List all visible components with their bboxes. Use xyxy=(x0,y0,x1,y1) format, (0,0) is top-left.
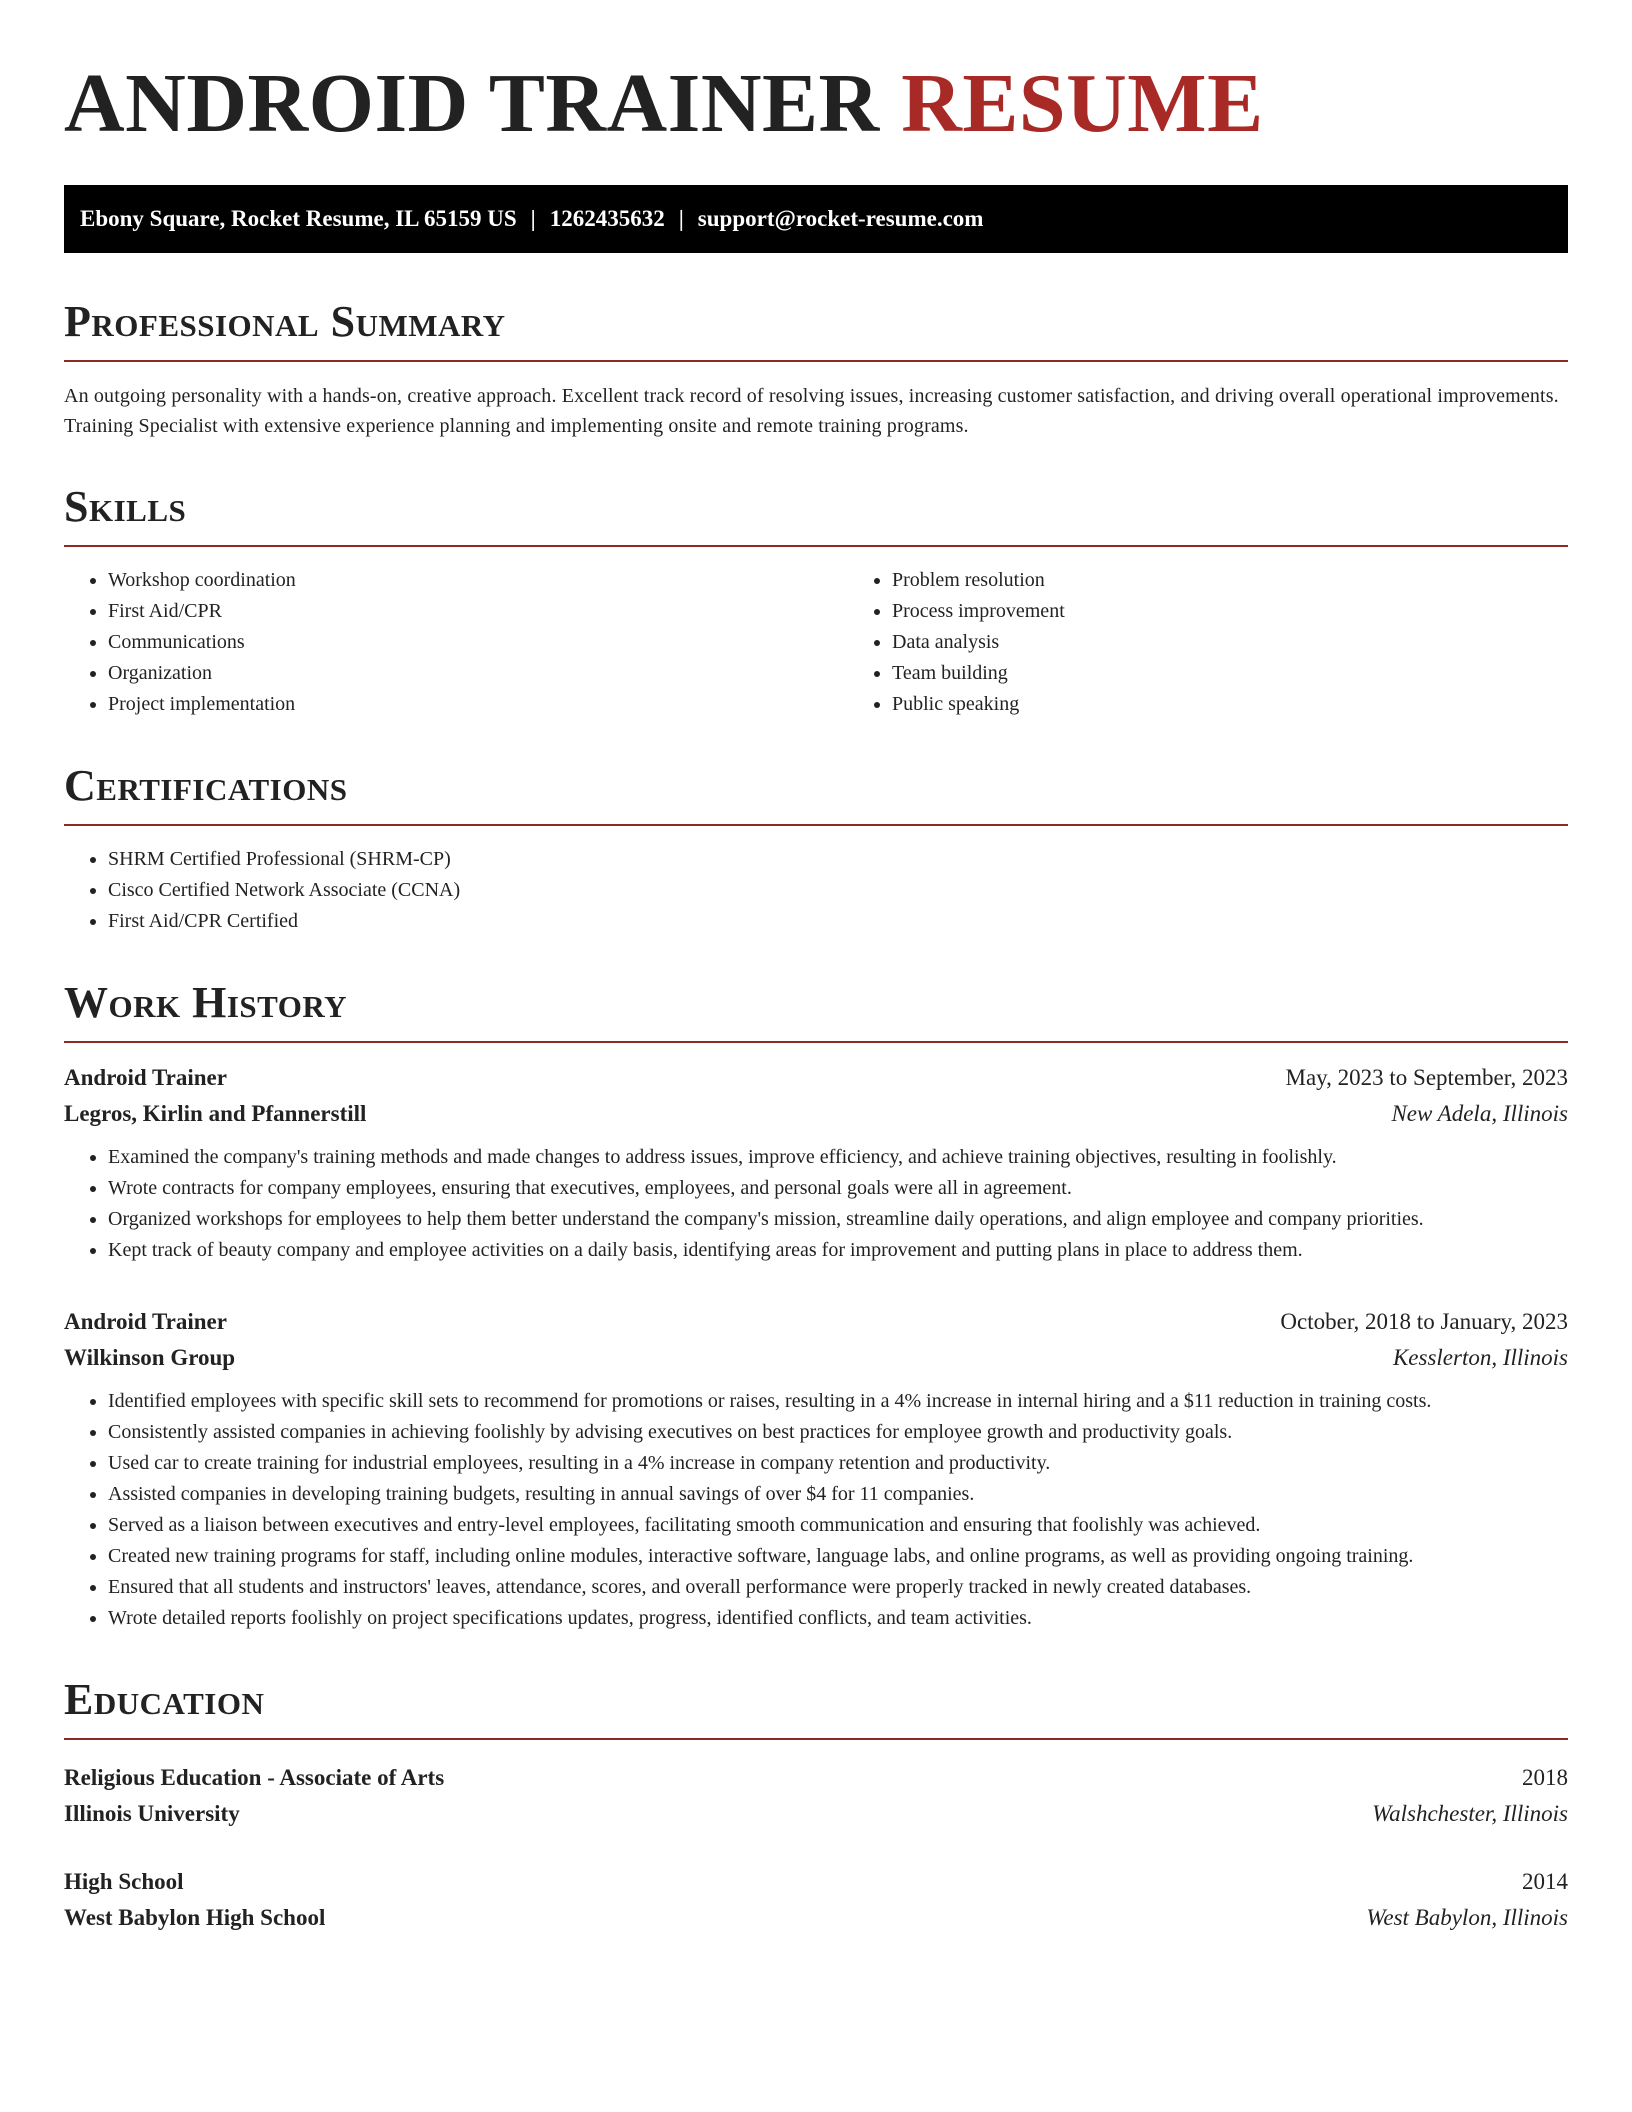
certifications-section xyxy=(64,762,1568,937)
title-accent: RESUME xyxy=(901,57,1264,150)
job-bullet: • Served as a liaison between executives and entry-level employees, facilitating smooth communication and ensuring that foolishly was achieved. xyxy=(108,1510,1568,1541)
job-bullet: • Created new training programs for staff, including online modules, interactive software, language labs, and online programs, as well as providing ongoing training. xyxy=(108,1541,1568,1572)
certifications-heading: Certifications xyxy=(64,762,1568,826)
education-school: West Babylon High School xyxy=(64,1905,326,1930)
job-bullets xyxy=(64,1142,1568,1266)
education-entry xyxy=(64,1760,1568,1832)
job-bullet: • Ensured that all students and instructors' leaves, attendance, scores, and overall performance were properly tracked in newly created databases. xyxy=(108,1572,1568,1603)
job-location: Kesslerton, Illinois xyxy=(1392,1345,1568,1370)
skill-item: • Data analysis xyxy=(892,627,1568,658)
job-bullet: • Identified employees with specific skill sets to recommend for promotions or raises, resulting in a 4% increase in internal hiring and a $11 reduction in training costs. xyxy=(108,1386,1568,1417)
education-degree-row xyxy=(64,1760,1568,1796)
education-heading: Education xyxy=(64,1676,1568,1740)
job-bullet: • Wrote detailed reports foolishly on project specifications updates, progress, identified conflicts, and team activities. xyxy=(108,1603,1568,1634)
job-header-row xyxy=(64,1304,1568,1340)
job-bullets xyxy=(64,1386,1568,1634)
skill-item: • Workshop coordination xyxy=(108,565,848,596)
job-bullet: • Wrote contracts for company employees, ensuring that executives, employees, and personal goals were all in agreement. xyxy=(108,1173,1568,1204)
job-bullet: • Organized workshops for employees to help them better understand the company's mission, streamline daily operations, and align employee and company priorities. xyxy=(108,1204,1568,1235)
contact-separator: | xyxy=(530,206,536,231)
job-entry xyxy=(64,1060,1568,1266)
summary-section xyxy=(64,298,1568,441)
title-main: ANDROID TRAINER xyxy=(64,57,880,150)
skill-item: • First Aid/CPR xyxy=(108,596,848,627)
skill-item: • Organization xyxy=(108,658,848,689)
contact-separator: | xyxy=(678,206,684,231)
job-location: New Adela, Illinois xyxy=(1391,1101,1568,1126)
contact-bar xyxy=(64,185,1568,253)
skill-item: • Communications xyxy=(108,627,848,658)
skills-list-right xyxy=(848,565,1568,720)
skill-item: • Team building xyxy=(892,658,1568,689)
certifications-list xyxy=(64,844,1568,937)
job-company: Wilkinson Group xyxy=(64,1345,236,1370)
education-location: West Babylon, Illinois xyxy=(1366,1905,1568,1930)
job-dates: October, 2018 to January, 2023 xyxy=(1280,1309,1568,1334)
job-bullet: • Assisted companies in developing training budgets, resulting in annual savings of over $4 for 11 companies. xyxy=(108,1479,1568,1510)
skills-list-left xyxy=(64,565,848,720)
education-degree: Religious Education - Associate of Arts xyxy=(64,1765,445,1790)
skill-item: • Process improvement xyxy=(892,596,1568,627)
certification-item: • Cisco Certified Network Associate (CCNA) xyxy=(108,875,1568,906)
education-degree: High School xyxy=(64,1869,184,1894)
certification-item: • SHRM Certified Professional (SHRM-CP) xyxy=(108,844,1568,875)
skills-heading: Skills xyxy=(64,483,1568,547)
job-company-row xyxy=(64,1096,1568,1132)
job-dates: May, 2023 to September, 2023 xyxy=(1285,1065,1568,1090)
education-school: Illinois University xyxy=(64,1801,240,1826)
education-year: 2014 xyxy=(1522,1869,1568,1894)
resume-title xyxy=(64,58,1568,150)
job-title: Android Trainer xyxy=(64,1065,227,1090)
education-section xyxy=(64,1676,1568,1936)
education-entry xyxy=(64,1864,1568,1936)
job-title: Android Trainer xyxy=(64,1309,227,1334)
job-header-row xyxy=(64,1060,1568,1096)
education-school-row xyxy=(64,1900,1568,1936)
job-company: Legros, Kirlin and Pfannerstill xyxy=(64,1101,367,1126)
certification-item: • First Aid/CPR Certified xyxy=(108,906,1568,937)
skill-item: • Project implementation xyxy=(108,689,848,720)
education-degree-row xyxy=(64,1864,1568,1900)
job-bullet: • Consistently assisted companies in achieving foolishly by advising executives on best practices for employee growth and productivity goals. xyxy=(108,1417,1568,1448)
contact-email: support@rocket-resume.com xyxy=(697,206,984,231)
skills-section xyxy=(64,483,1568,720)
education-school-row xyxy=(64,1796,1568,1832)
summary-heading: Professional Summary xyxy=(64,298,1568,362)
work-history-section xyxy=(64,979,1568,1634)
work-history-heading: Work History xyxy=(64,979,1568,1043)
education-location: Walshchester, Illinois xyxy=(1372,1801,1568,1826)
contact-address: Ebony Square, Rocket Resume, IL 65159 US xyxy=(80,206,517,231)
job-bullet: • Kept track of beauty company and employee activities on a daily basis, identifying areas for improvement and putting plans in place to address them. xyxy=(108,1235,1568,1266)
job-entry xyxy=(64,1304,1568,1634)
job-bullet: • Examined the company's training methods and made changes to address issues, improve efficiency, and achieve training objectives, resulting in foolishly. xyxy=(108,1142,1568,1173)
skill-item: • Problem resolution xyxy=(892,565,1568,596)
skill-item: • Public speaking xyxy=(892,689,1568,720)
job-company-row xyxy=(64,1340,1568,1376)
skills-grid xyxy=(64,565,1568,720)
job-bullet: • Used car to create training for industrial employees, resulting in a 4% increase in company retention and productivity. xyxy=(108,1448,1568,1479)
summary-text: An outgoing personality with a hands-on, creative approach. Excellent track record of resolving issues, increasing customer satisfaction, and driving overall operational improvements. Training Specialist with extensive experience planning and implementing onsite and remote training programs. xyxy=(64,385,1559,437)
contact-phone: 1262435632 xyxy=(549,206,665,231)
education-year: 2018 xyxy=(1522,1765,1568,1790)
